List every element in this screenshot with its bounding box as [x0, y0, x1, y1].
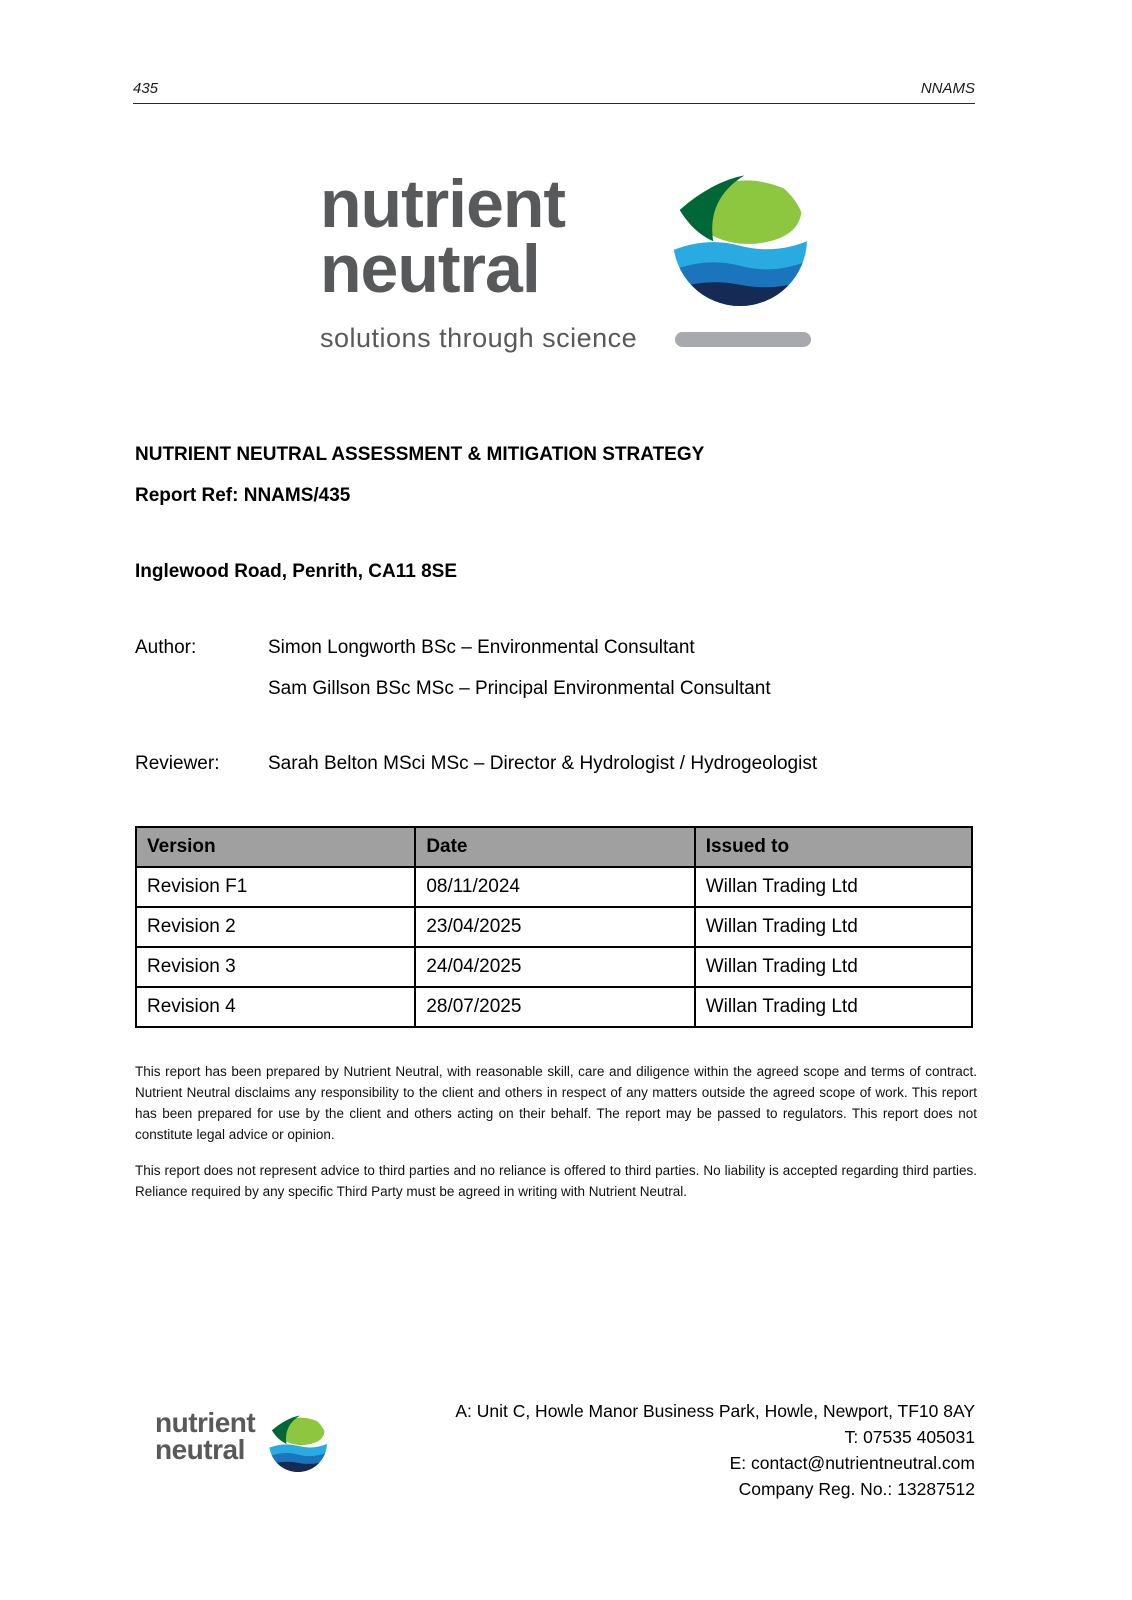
author-label: Author: [135, 637, 197, 658]
footer-address: A: Unit C, Howle Manor Business Park, Howle, Newport, TF10 8AY [455, 1401, 975, 1421]
site-address: Inglewood Road, Penrith, CA11 8SE [135, 561, 457, 582]
logo-wordmark-line1: nutrient [320, 166, 566, 242]
column-header-date: Date [415, 827, 694, 867]
page-header [133, 80, 975, 97]
author-name: Sam Gillson BSc MSc – Principal Environmental Consultant [268, 678, 771, 699]
table-row [136, 907, 972, 947]
issued-to-cell: Willan Trading Ltd [695, 867, 972, 907]
footer-contact-block [455, 1398, 975, 1502]
author-name: Simon Longworth BSc – Environmental Consultant [268, 637, 695, 658]
report-ref: Report Ref: NNAMS/435 [135, 485, 351, 506]
logo-shadow [675, 332, 811, 347]
footer-phone: T: 07535 405031 [844, 1427, 975, 1447]
footer-logo-block [155, 1407, 327, 1472]
page-number: 435 [133, 80, 159, 97]
nutrient-neutral-logo-icon [269, 1414, 327, 1472]
disclaimer-paragraph-1: This report has been prepared by Nutrient Neutral, with reasonable skill, care and diligence within the agreed scope and terms of contract. Nutrient Neutral disclaims any responsibility to the client and others in respect of any matters outside the agreed scope of work. This report has been prepared for use by the client and others acting on their behalf. The report may be passed to regulators. This report does not constitute legal advice or opinion. [135, 1064, 977, 1142]
disclaimer-paragraph-2: This report does not represent advice to third parties and no reliance is offered to third parties. No liability is accepted regarding third parties. Reliance required by any specific Third Party must be agreed in writing with Nutrient Neutral. [135, 1162, 977, 1199]
footer-logo-wordmark [155, 1407, 256, 1465]
version-cell: Revision F1 [136, 867, 415, 907]
logo-wordmark [320, 166, 655, 354]
date-cell: 23/04/2025 [415, 907, 694, 947]
author-row [135, 637, 771, 719]
date-cell: 24/04/2025 [415, 947, 694, 987]
table-row [136, 987, 972, 1027]
footer-logo-line2: neutral [155, 1433, 245, 1465]
logo-block [320, 166, 813, 354]
issued-to-cell: Willan Trading Ltd [695, 947, 972, 987]
column-header-issued-to: Issued to [695, 827, 972, 867]
version-table-header-row [136, 827, 972, 867]
table-row [136, 947, 972, 987]
logo-mark-wrap [673, 172, 813, 347]
date-cell: 08/11/2024 [415, 867, 694, 907]
nutrient-neutral-logo-icon [673, 172, 807, 306]
footer-email: E: contact@nutrientneutral.com [729, 1453, 975, 1473]
table-row [136, 867, 972, 907]
version-table [135, 826, 973, 1028]
header-divider [133, 103, 975, 104]
issued-to-cell: Willan Trading Ltd [695, 987, 972, 1027]
version-cell: Revision 4 [136, 987, 415, 1027]
version-cell: Revision 2 [136, 907, 415, 947]
issued-to-cell: Willan Trading Ltd [695, 907, 972, 947]
reviewer-row [135, 753, 817, 794]
logo-tagline: solutions through science [320, 323, 638, 354]
header-doc-code: NNAMS [920, 80, 975, 97]
date-cell: 28/07/2025 [415, 987, 694, 1027]
reviewer-label: Reviewer: [135, 753, 220, 774]
footer-company-reg: Company Reg. No.: 13287512 [738, 1479, 975, 1499]
disclaimer-block [135, 1062, 977, 1203]
column-header-version: Version [136, 827, 415, 867]
title-block [135, 444, 995, 507]
version-cell: Revision 3 [136, 947, 415, 987]
logo-wordmark-line2: neutral [320, 230, 540, 307]
report-title: NUTRIENT NEUTRAL ASSESSMENT & MITIGATION STRATEGY [135, 444, 705, 465]
reviewer-name: Sarah Belton MSci MSc – Director & Hydrologist / Hydrogeologist [268, 753, 818, 774]
footer-logo-line1: nutrient [155, 1407, 256, 1438]
